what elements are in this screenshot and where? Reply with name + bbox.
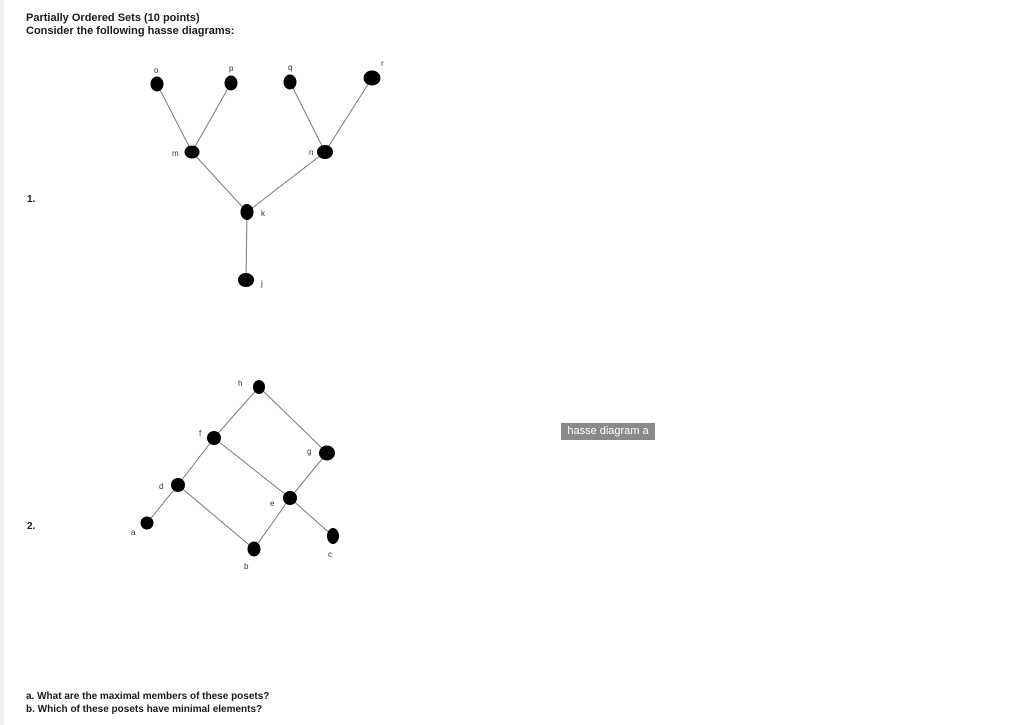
node-k bbox=[241, 204, 254, 220]
node-c bbox=[327, 528, 339, 544]
hasse-diagram-1 bbox=[157, 78, 372, 280]
problem-subtitle: Consider the following hasse diagrams: bbox=[26, 25, 235, 37]
label-k: k bbox=[261, 209, 265, 218]
edge-p-m bbox=[192, 83, 231, 152]
problem-title: Partially Ordered Sets (10 points) bbox=[26, 12, 200, 24]
edge-e-c bbox=[290, 498, 333, 536]
label-o: o bbox=[154, 66, 159, 75]
node-o bbox=[151, 77, 164, 92]
label-b: b bbox=[244, 562, 249, 571]
edge-h-f bbox=[214, 387, 259, 438]
edge-g-e bbox=[290, 453, 327, 498]
node-b bbox=[248, 542, 261, 557]
node-g bbox=[319, 446, 335, 461]
edge-q-n bbox=[290, 82, 325, 152]
edge-n-k bbox=[247, 152, 325, 212]
label-q: q bbox=[288, 63, 293, 72]
label-h: h bbox=[238, 379, 243, 388]
hasse-diagram-2 bbox=[147, 387, 333, 549]
node-j bbox=[238, 273, 254, 287]
label-n: n bbox=[309, 148, 314, 157]
edge-h-g bbox=[259, 387, 327, 453]
node-m bbox=[185, 146, 200, 159]
label-e: e bbox=[270, 499, 275, 508]
node-f bbox=[207, 431, 221, 445]
node-p bbox=[225, 76, 238, 91]
label-m: m bbox=[172, 149, 179, 158]
label-j: j bbox=[261, 279, 263, 288]
label-p: p bbox=[229, 64, 234, 73]
node-a bbox=[141, 517, 154, 530]
edge-d-b bbox=[178, 485, 254, 549]
label-a: a bbox=[131, 528, 136, 537]
node-r bbox=[364, 71, 381, 86]
node-n bbox=[317, 145, 333, 159]
node-h bbox=[253, 380, 265, 394]
edge-f-d bbox=[178, 438, 214, 485]
image-alt-tag: hasse diagram a bbox=[561, 423, 655, 440]
label-g: g bbox=[307, 447, 312, 456]
node-q bbox=[284, 75, 297, 90]
edge-r-n bbox=[325, 78, 372, 152]
edge-m-k bbox=[192, 152, 247, 212]
diagram-2-number: 2. bbox=[27, 521, 36, 532]
label-r: r bbox=[381, 59, 384, 68]
question-a: a. What are the maximal members of these posets? bbox=[26, 691, 270, 702]
node-e bbox=[283, 491, 297, 505]
questions bbox=[26, 690, 269, 716]
edge-o-m bbox=[157, 84, 192, 152]
node-d bbox=[171, 478, 185, 492]
label-d: d bbox=[159, 482, 164, 491]
edge-k-j bbox=[246, 212, 247, 280]
diagram-1-number: 1. bbox=[27, 194, 36, 205]
label-c: c bbox=[328, 550, 332, 559]
label-f: f bbox=[199, 429, 202, 438]
question-b: b. Which of these posets have minimal elements? bbox=[26, 704, 263, 715]
edge-f-e bbox=[214, 438, 290, 498]
